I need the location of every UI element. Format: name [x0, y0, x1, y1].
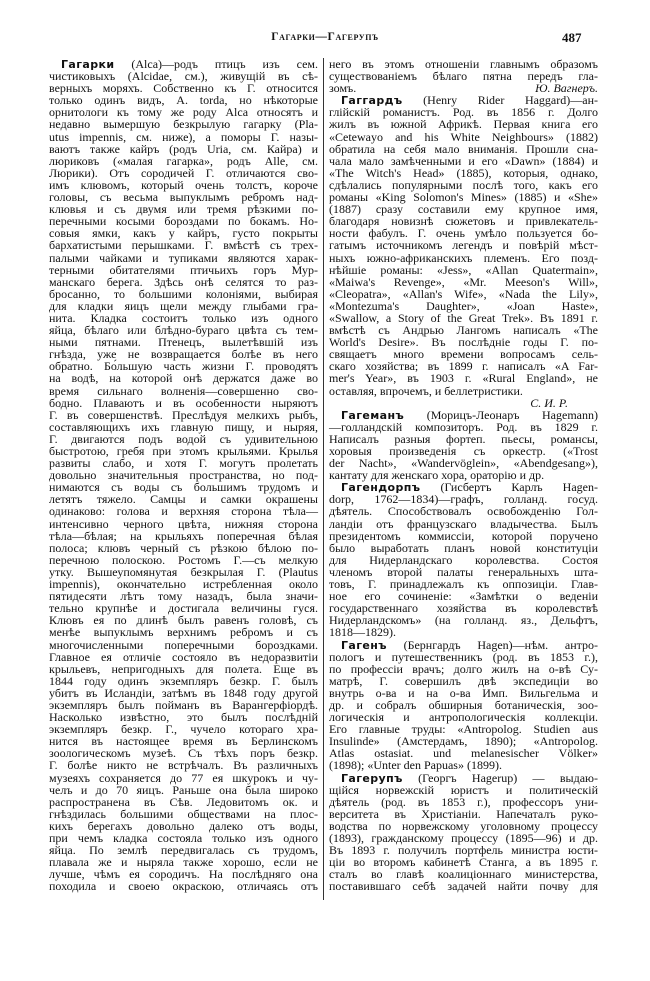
line-text: бросанно, то большими колоніями, выбирая	[49, 286, 318, 301]
line-text: скаго хозяйства; въ 1899 г. написалъ «A Far-	[329, 359, 598, 374]
entry-headword: Гагеманъ	[341, 408, 405, 422]
right-column	[329, 58, 598, 892]
line-text: совыя ямки, какъ у кайръ, густо покрыты	[49, 226, 318, 241]
line-text: лучше, чѣмъ ея сородичъ. На послѣдняго она	[49, 867, 318, 882]
line-text: быстротою, гребя при этомъ крыльями. Крылья	[49, 444, 318, 458]
line-text: (1898); «Unter den Papuas» (1899).	[329, 758, 502, 773]
entry-headword: Гагенъ	[341, 638, 387, 652]
line-text: нится въ настоящее время въ Берлинскомъ	[49, 734, 318, 749]
line-text: сталъ во главѣ коалиціоннаго министерства,	[329, 867, 598, 882]
line-text: ными пятнами. Птенецъ, вылетѣвшій изъ	[49, 335, 318, 350]
line-text: многочисленными поперечными бороздками.	[49, 637, 318, 652]
line-text: членомъ второй палаты генеральныхъ шта-	[329, 564, 598, 579]
text-line	[329, 880, 598, 892]
line-text: полоса; клювъ черный съ рѣзкою бѣлою по-	[49, 540, 318, 555]
line-text: манскаго берега. Здѣсь онѣ селятся то раз-	[49, 274, 318, 289]
line-text: Люрики). Отъ сородичей Г. отличаются сво-	[49, 165, 318, 180]
line-text: «Swallow, a Story of the Great Trek». Въ 1891 г.	[329, 310, 598, 325]
line-text: utus impennis, см. ниже), а поморы Г. назы-	[49, 129, 318, 144]
line-text: летятъ тяжело. Самцы и самки окрашены	[49, 492, 318, 507]
line-text: него въ этомъ отношеніи главнымъ образомъ	[329, 57, 598, 71]
line-text: ныхъ южно-африканскихъ племенъ. Его позд-	[329, 250, 598, 265]
line-text: нита. Кладка состоитъ только изъ одного	[49, 310, 318, 325]
line-text: вмѣстѣ съ Андрью Лангомъ написалъ «The	[329, 323, 598, 338]
line-text: время сильнаго волненія—совершенно сво-	[49, 383, 318, 398]
line-text: романы «King Solomon's Mines» (1885) и «She»	[329, 190, 598, 205]
line-text: бодно. Плаваютъ и въ особенности ныряютъ	[49, 395, 318, 410]
line-text: недавно вымершую безкрылую гагарку (Pla-	[49, 117, 318, 132]
entry-headword: Гаггардъ	[341, 94, 403, 108]
line-text: матрѣ, Г. совершилъ двѣ экспедиціи во	[329, 673, 598, 688]
line-text: глійскій романистъ. Род. въ 1856 г. Долго	[329, 105, 598, 120]
line-text: для Нидерландскаго королевства. Состоя	[329, 552, 598, 567]
article-entry	[329, 58, 598, 94]
line-text: зомъ.	[329, 81, 357, 96]
line-text: внутрь о-ва и на о-ва Имп. Вильгельма и	[329, 685, 598, 700]
line-text: клювья и съ двумя или тремя рѣзкими по-	[49, 202, 318, 217]
line-text: нѣйшіе романы: «Jess», «Allan Quatermain»,	[329, 262, 598, 277]
page-number: 487	[562, 30, 582, 45]
entry-headword: Гагендорпъ	[341, 481, 421, 495]
line-text: «Montezuma's Daughter», «Joan Haste»,	[329, 298, 598, 313]
line-text: Насколько извѣстно, это былъ послѣдній	[49, 710, 318, 725]
line-text: орнитологи къ тому же роду Alca относятъ и	[49, 105, 318, 120]
line-text: дѣятель. Способствовалъ освобожденію Гол-	[329, 504, 598, 519]
text-line	[329, 385, 598, 397]
line-text: 1844 году одинъ экземпляръ безкр. Г. былъ	[49, 673, 318, 688]
line-text: Г. болѣе никто не встрѣчалъ. Въ различныхъ	[49, 758, 318, 773]
line-text: гнѣздилась большими обществами на плос-	[49, 806, 318, 821]
line-text: ціи во второмъ кабинетѣ Станга, а въ 1895 г.	[329, 855, 598, 870]
line-text: «The Witch's Head» (1885), которыя, однако,	[329, 165, 598, 180]
line-text: государственнаго хозяйства въ королевствѣ	[329, 601, 598, 616]
line-text: кантату для женскаго хора, ораторію и др.	[329, 468, 545, 483]
line-text: (1887) сразу составили ему крупное имя,	[329, 202, 598, 217]
line-text: чала мало замѣченными и его «Dawn» (1884) и	[329, 153, 598, 168]
line-text: менѣе выпуклымъ верхнимъ ребромъ и съ	[49, 625, 318, 640]
line-text: зоологическомъ музеѣ. Съ тѣхъ поръ безкр.	[49, 746, 318, 761]
line-text: (1893), гражданскому процессу (1895—96) и др.	[329, 831, 598, 845]
line-text: Нидерландскомъ» (на голланд. яз., Дельфтъ,	[329, 613, 598, 628]
line-text: Insulinde» (Амстердамъ, 1890); «Antropolog.	[329, 734, 598, 749]
line-text: убитъ въ Исландіи, затѣмъ въ 1848 году другой	[49, 685, 318, 700]
line-text: президентомъ коммиссіи, которой поручено	[329, 528, 598, 543]
line-text: жилъ въ южной Африкѣ. Первая книга его	[329, 117, 598, 132]
line-text: сдѣлались популярными послѣ того, какъ его	[329, 177, 598, 192]
line-text: благодаря новизнѣ сюжетовъ и привлекатель-	[329, 214, 598, 229]
line-text: развиты слабо, и хотя Г. могутъ пролетать	[49, 456, 318, 471]
author-signature: Ю. Вагнеръ.	[535, 81, 598, 96]
article-entry	[329, 409, 598, 482]
line-text: ваютъ также кайръ (родъ Uria, см. Кайра) и	[49, 141, 318, 156]
line-text: щійся норвежскій юристъ и политическій	[329, 782, 598, 797]
line-text: чистиковыхъ (Alcidae, см.), живущій въ сѣ-	[49, 69, 318, 84]
line-text: Въ 1893 г. получилъ портфель министра юсти-	[329, 843, 598, 858]
line-text: интенсивно черного цвѣта, нижняя сторона	[49, 516, 318, 531]
line-text: по профессіи врачъ; долго жилъ на о-вѣ Су-	[329, 661, 598, 676]
line-text: 1818—1829).	[329, 625, 396, 640]
left-column	[49, 58, 318, 892]
line-text: Г. въ совершенствѣ. Преслѣдуя мелкихъ рыбъ,	[49, 407, 318, 422]
line-text: ности фабулъ. Г. очень умѣло пользуется бо-	[329, 226, 598, 241]
line-text: одинаково: голова и верхняя сторона тѣла—	[49, 504, 318, 519]
line-text: экземпляръ безкр. Г., чучело котораго хра-	[49, 722, 318, 737]
line-text: яйца. По землѣ передвигалась съ трудомъ,	[49, 843, 318, 858]
article-entry	[329, 639, 598, 772]
line-text: пятидесяти лѣтъ тому назадъ, была значи-	[49, 589, 318, 604]
line-text: обратила на себя мало вниманія. Прошли сна-	[329, 141, 598, 156]
line-text: только одинъ видъ, A. torda, но нѣкоторые	[49, 93, 318, 108]
line-text: для кладки яицъ щели между глыбами гра-	[49, 298, 318, 313]
line-text: на водѣ, на которой онѣ держатся даже во	[49, 371, 318, 386]
line-text: перечными косыми бороздами по бокамъ. Но-	[49, 214, 318, 229]
article-entry	[329, 772, 598, 893]
line-text: крыльевъ, непригодныхъ для полета. Еще въ	[49, 661, 318, 676]
line-text: палыми чайками и тупиками являются харак-	[49, 250, 318, 265]
text-line	[49, 880, 318, 892]
entry-headword: Гагерупъ	[341, 771, 403, 785]
line-text: dorp, 1762—1834)—графъ, голланд. госуд.	[329, 492, 598, 507]
line-text: Его главные труды: «Antropolog. Studien aus	[329, 722, 598, 737]
page-header	[0, 31, 650, 47]
line-text: (Alca)—родъ птицъ изъ сем.	[114, 57, 318, 71]
line-text: челъ и до 70 яицъ. Раньше она была широко	[49, 782, 318, 797]
line-text: World's Desire». Въ послѣдніе годы Г. по-	[329, 335, 598, 350]
line-text: Г. двигаются подъ водой съ удивительною	[49, 431, 318, 446]
line-text: было выработать планъ новой конституціи	[329, 540, 598, 555]
line-text: головы, съ весьма выпуклымъ ребромъ над-	[49, 190, 318, 205]
line-text: при чемъ кладка состояла только изъ одного	[49, 831, 318, 845]
line-text: der Nacht», «Wandervöglein», «Abendgesang»),	[329, 456, 598, 471]
line-text: экземпляръ былъ пойманъ въ Варангерфіордѣ.	[49, 697, 318, 712]
line-text: терными обитателями птичьихъ горъ Мур-	[49, 262, 318, 277]
line-text: —голландскій композиторъ. Род. въ 1829 г.	[329, 419, 598, 434]
article-entry	[329, 94, 598, 408]
line-text: водства по норвежскому уголовному процессу	[329, 818, 598, 833]
line-text: имъ клювомъ, который очень толстъ, короче	[49, 177, 318, 192]
line-text: довольно значительныя пространства, но под-	[49, 468, 318, 483]
line-text: Atlas ostasiat. und melanesischer Völker»	[329, 746, 598, 761]
line-text: «Cleopatra», «Allan's Wife», «Nada the Lily»,	[329, 286, 598, 301]
line-text: походила и своею окраскою, отличаясь отъ	[49, 879, 318, 894]
line-text: логическія и антропологическія коллекціи.	[329, 710, 598, 725]
line-text: (Гисбертъ Карлъ Hagen-	[420, 480, 598, 495]
line-text: Главное ея отличіе состояло въ недоразвитіи	[49, 649, 318, 664]
line-text: гатымъ источникомъ легендъ и повѣрій мѣст-	[329, 238, 598, 253]
line-text: ное его сочиненіе: «Замѣтки о веденіи	[329, 589, 598, 604]
line-text: существованіемъ бѣлаго пятна передъ гла-	[329, 69, 598, 84]
article-entry	[329, 481, 598, 638]
line-text: нимаются съ воды съ большимъ трудомъ и	[49, 480, 318, 495]
author-signature: С. И. Р.	[530, 395, 568, 410]
line-text: люриковъ («малая гагарка», родъ Alle, см.	[49, 153, 318, 168]
line-text: яйца, бѣлаго или блѣдно-бураго цвѣта съ тем-	[49, 323, 318, 338]
line-text: (Морицъ-Леонаръ Hagemann)	[404, 407, 598, 422]
line-text: impennis), окончательно истребленная около	[49, 577, 318, 592]
line-text: Написалъ разныя фортеп. пьесы, романсы,	[329, 431, 598, 446]
line-text: mer's Year», въ 1903 г. «Rural England», не	[329, 371, 598, 386]
line-text: ландіи отъ французскаго владычества. Былъ	[329, 516, 598, 531]
line-text: товъ, Г. принадлежалъ къ оппозиціи. Глав-	[329, 577, 598, 592]
line-text: (Бернгардъ Hagen)—нѣм. антро-	[386, 637, 598, 652]
line-text: верныхъ моряхъ. Собственно къ Г. относится	[49, 81, 318, 96]
line-text: распространена въ Сѣв. Ледовитомъ ок. и	[49, 794, 318, 809]
article-entry	[49, 58, 318, 892]
line-text: свящаетъ много времени вопросамъ сель-	[329, 347, 598, 362]
line-text: «Cetewayo and his White Neighbours» (1882)	[329, 129, 598, 144]
line-text: бархатистыми перышками. Г. вмѣстѣ съ трех-	[49, 238, 318, 253]
line-text: гнѣзда, уже не возвращается болѣе въ него	[49, 347, 318, 362]
line-text: перечною полоскою. Ростомъ Г.—съ мелкую	[49, 552, 318, 567]
line-text: «Maiwa's Revenge», «Mr. Meeson's Will»,	[329, 274, 598, 289]
line-text: утку. Вышеупомянутая безкрылая Г. (Plautus	[49, 564, 318, 579]
line-text: (Георгъ Hagerup) — выдаю-	[402, 770, 598, 785]
line-text: дѣятель (род. въ 1853 г.), профессоръ уни-	[329, 794, 598, 809]
line-text: Клювъ ея по длинѣ былъ равенъ головѣ, съ	[49, 613, 318, 628]
running-head: Гагарки—Гагерупъ	[271, 31, 379, 43]
entry-headword: Гагарки	[61, 58, 115, 71]
line-text: оставляя, впрочемъ, и беллетристики.	[329, 383, 523, 398]
line-text: пологъ и путешественникъ (род. въ 1853 г.),	[329, 649, 598, 664]
line-text: плавала же и ныряла также хорошо, если не	[49, 855, 318, 870]
line-text: тѣла—бѣлая; на крыльяхъ поперечная бѣлая	[49, 528, 318, 543]
line-text: музеяхъ сохраняется до 77 ея шкурокъ и чу-	[49, 770, 318, 785]
line-text: верситета въ Христіаніи. Напечаталъ руко-	[329, 806, 598, 821]
line-text: кихъ берегахъ довольно далеко отъ воды,	[49, 818, 318, 833]
line-text: хоровыя произведенія съ оркестр. («Trost	[329, 444, 598, 458]
line-text: обратно. Бо́льшую часть жизни Г. проводятъ	[49, 359, 318, 374]
line-text: поставившаго себѣ задачей найти почву для	[329, 879, 598, 894]
line-text: др. и собралъ обширныя ботаническія, зоо-	[329, 697, 598, 712]
text-line	[329, 70, 598, 82]
line-text: составляющихъ ихъ главную пищу, и ныряя,	[49, 419, 318, 434]
line-text: тельно крупнѣе и достигала величины гуся.	[49, 601, 318, 616]
column-divider	[323, 58, 324, 900]
line-text: (Henry Rider Haggard)—ан-	[402, 93, 598, 108]
